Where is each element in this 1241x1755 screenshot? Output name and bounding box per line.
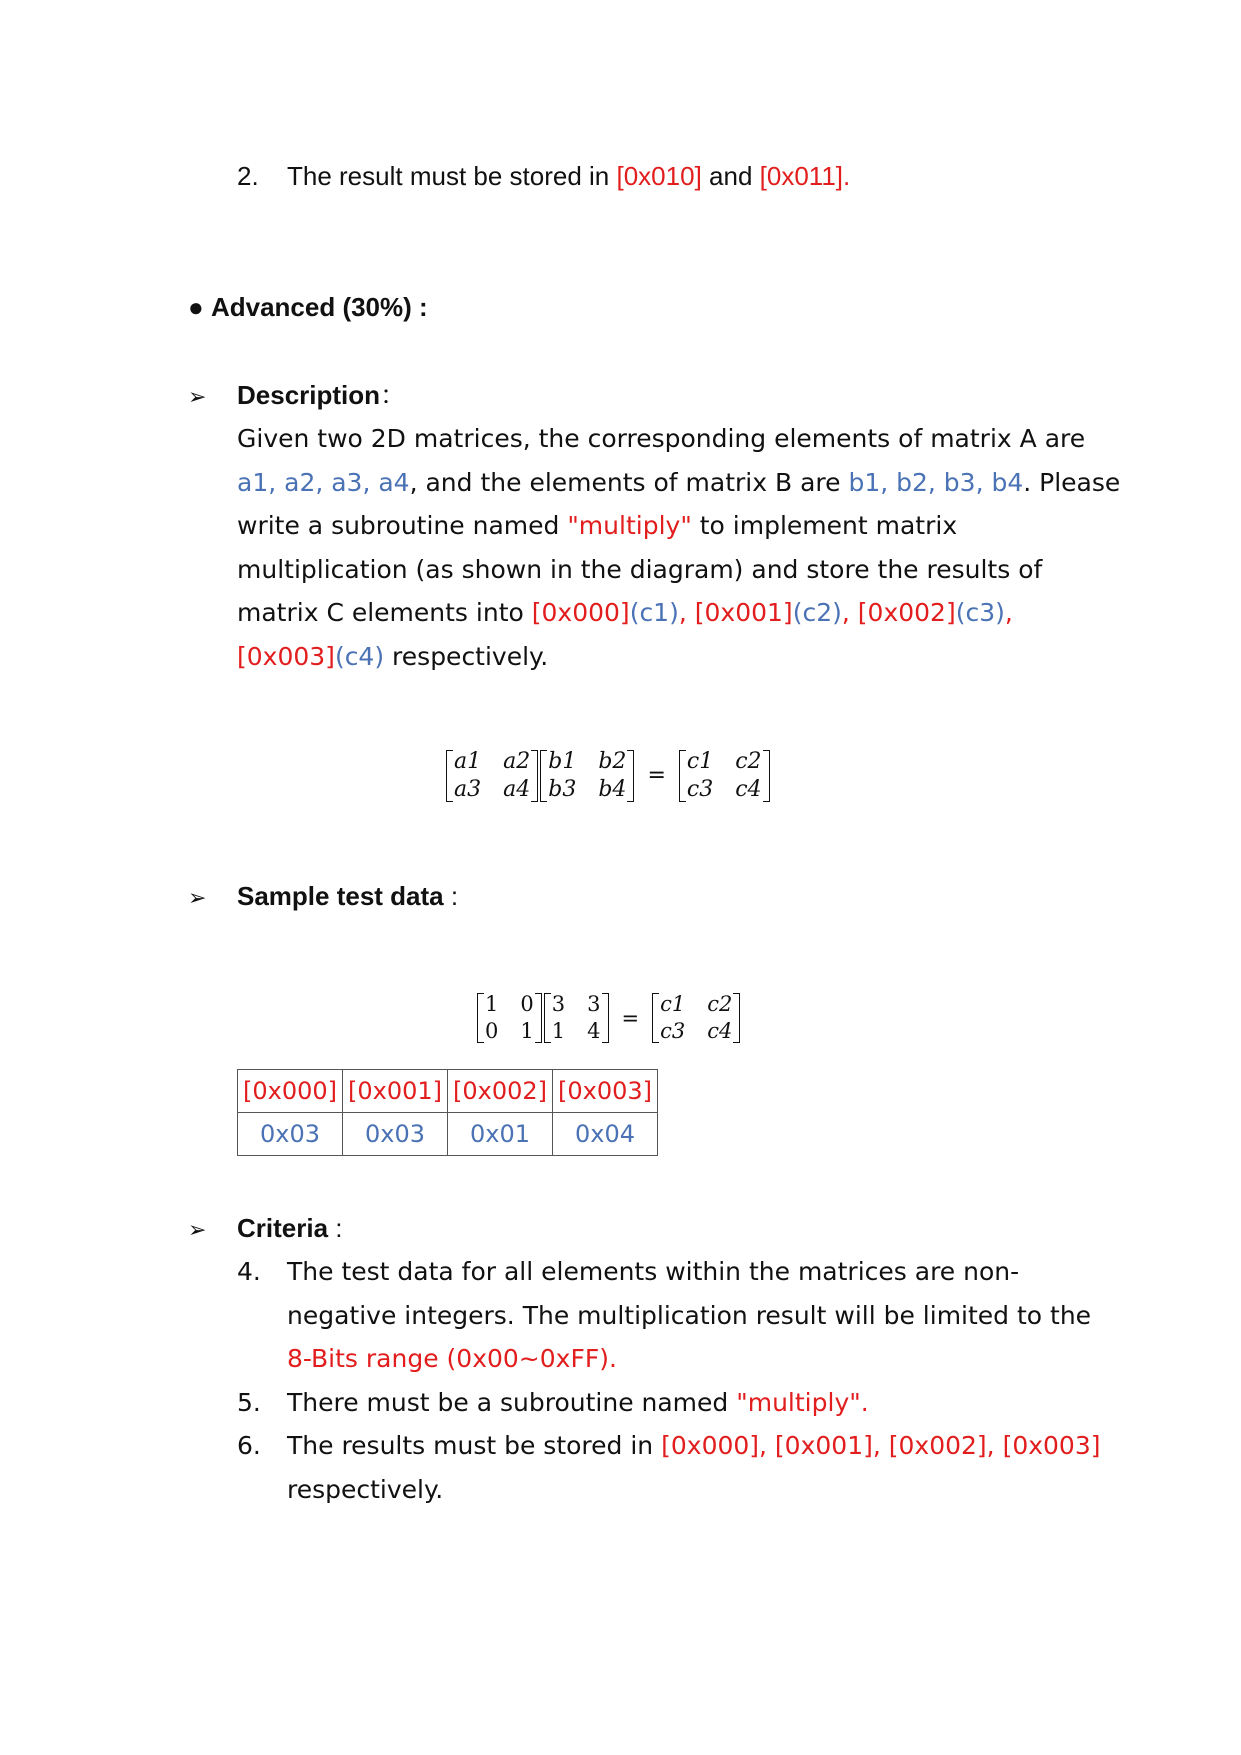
memory-table-header-row [238, 1070, 658, 1113]
criteria-title: Criteria [237, 1213, 329, 1243]
sample-matrix-c [651, 991, 741, 1045]
matrix-cell: c1 [686, 749, 714, 774]
equals-sign: = [621, 1005, 640, 1030]
intro-item [237, 154, 850, 198]
criteria-text: There must be a subroutine named [287, 1387, 737, 1417]
subroutine-name: "multiply". [736, 1387, 869, 1417]
section-title: Advanced (30%) [210, 292, 412, 322]
matrix-cell: b1 [548, 749, 577, 774]
sample-heading [188, 874, 458, 920]
description-paragraph [237, 417, 1120, 678]
sep: , [841, 598, 858, 627]
intro-dot: . [843, 161, 851, 191]
matrix-a-elements: a1, a2, a3, a4 [237, 467, 410, 497]
matrix-cell: 0 [520, 992, 534, 1016]
intro-addr-2: [0x011] [759, 161, 844, 191]
matrix-cell: c3 [686, 777, 714, 802]
arrow-icon: ➢ [188, 885, 207, 910]
matrix-cell: a3 [454, 777, 482, 802]
addr: [0x002] [857, 598, 956, 627]
desc-text: , and the elements of matrix B are [409, 467, 849, 497]
matrix-cell: 3 [551, 992, 566, 1016]
description-title: Description [237, 380, 381, 410]
matrix-cell: a2 [503, 749, 531, 774]
matrix-a [445, 748, 539, 804]
criteria-item [237, 1381, 1101, 1425]
matrix-cell: c3 [660, 1019, 686, 1043]
matrix-cell: 1 [520, 1019, 534, 1043]
matrix-cell: 3 [587, 992, 601, 1016]
arrow-icon: ➢ [188, 1217, 207, 1242]
desc-line-2 [237, 461, 1120, 505]
matrix-cell: b4 [598, 777, 627, 802]
addr: [0x003] [237, 641, 335, 671]
criteria-text: The test data for all elements within the matrices are non- [287, 1257, 1020, 1286]
criteria-heading [188, 1206, 343, 1252]
elem: (c3) [955, 598, 1005, 627]
section-heading [188, 285, 428, 329]
desc-line-3 [237, 504, 1120, 548]
criteria-list [237, 1250, 1101, 1511]
matrix-cell: b2 [598, 749, 627, 774]
sep: , [1004, 598, 1013, 627]
criteria-item [237, 1250, 1101, 1381]
matrix-cell: 4 [587, 1019, 601, 1043]
criteria-item [237, 1424, 1101, 1511]
criteria-text: negative integers. The multiplication result will be limited to the [287, 1300, 1092, 1330]
intro-item-number: 2. [237, 161, 259, 191]
description-colon: ： [380, 380, 407, 410]
criteria-text: The results must be stored in [287, 1431, 662, 1460]
memory-address-cell: [0x000] [238, 1070, 343, 1113]
matrix-cell: 1 [485, 992, 499, 1016]
memory-value-cell: 0x04 [553, 1113, 658, 1156]
matrix-cell: a4 [503, 777, 531, 802]
desc-text: respectively. [384, 641, 549, 671]
matrix-formula-symbolic [445, 748, 771, 804]
matrix-formula-sample [476, 991, 741, 1045]
memory-address-cell: [0x001] [343, 1070, 448, 1113]
elem: (c4) [334, 641, 385, 671]
desc-text: to implement matrix [691, 511, 958, 540]
desc-text: . Please [1023, 467, 1121, 497]
memory-address-cell: [0x002] [448, 1070, 553, 1113]
memory-value-cell: 0x03 [343, 1113, 448, 1156]
matrix-cell: c4 [707, 1019, 733, 1043]
criteria-addresses: [0x000], [0x001], [0x002], [0x003] [661, 1431, 1101, 1460]
criteria-number: 6. [237, 1431, 261, 1460]
intro-and: and [709, 161, 753, 191]
desc-text: write a subroutine named [237, 511, 568, 540]
intro-item-text: The result must be stored in [287, 161, 610, 191]
sample-colon: : [450, 881, 459, 911]
matrix-cell: a1 [454, 749, 482, 774]
matrix-cell: c1 [660, 992, 686, 1016]
subroutine-name: "multiply" [567, 511, 692, 540]
criteria-colon: : [335, 1213, 343, 1243]
matrix-cell: c2 [707, 992, 733, 1016]
arrow-icon: ➢ [188, 384, 207, 409]
intro-addr-1: [0x010] [616, 161, 702, 191]
matrix-cell: 1 [551, 1019, 566, 1043]
desc-line-1: Given two 2D matrices, the corresponding elements of matrix A are [237, 424, 1086, 453]
sample-matrix-b [543, 991, 610, 1045]
memory-table-value-row [238, 1113, 658, 1156]
matrix-b-elements: b1, b2, b3, b4 [848, 467, 1024, 497]
matrix-cell: c4 [735, 777, 762, 802]
desc-text: matrix C elements into [237, 598, 532, 627]
memory-table [237, 1069, 658, 1156]
memory-address-cell: [0x003] [553, 1070, 658, 1113]
memory-value-cell: 0x01 [448, 1113, 553, 1156]
sample-matrix-a [476, 991, 543, 1045]
criteria-range-text: 8-Bits range (0x00~0xFF). [287, 1344, 617, 1373]
elem: (c2) [792, 598, 842, 627]
matrix-cell: 0 [485, 1019, 499, 1043]
description-heading [188, 373, 406, 419]
section-colon: : [419, 292, 428, 322]
matrix-b [539, 748, 635, 804]
criteria-text: respectively. [287, 1474, 444, 1504]
desc-line-4: multiplication (as shown in the diagram) and store the results of [237, 554, 1043, 584]
criteria-number: 5. [237, 1387, 261, 1417]
sep: , [678, 598, 695, 627]
matrix-cell: c2 [735, 749, 762, 774]
bullet-icon: ● [188, 292, 204, 322]
desc-line-5 [237, 591, 1120, 635]
desc-line-6 [237, 635, 1120, 679]
criteria-number: 4. [237, 1257, 261, 1286]
matrix-c [678, 748, 771, 804]
addr: [0x000] [531, 598, 630, 627]
addr: [0x001] [694, 598, 793, 627]
sample-title: Sample test data [237, 881, 444, 911]
equals-sign: = [647, 763, 666, 788]
memory-value-cell: 0x03 [238, 1113, 343, 1156]
elem: (c1) [629, 598, 679, 627]
matrix-cell: b3 [548, 777, 577, 802]
